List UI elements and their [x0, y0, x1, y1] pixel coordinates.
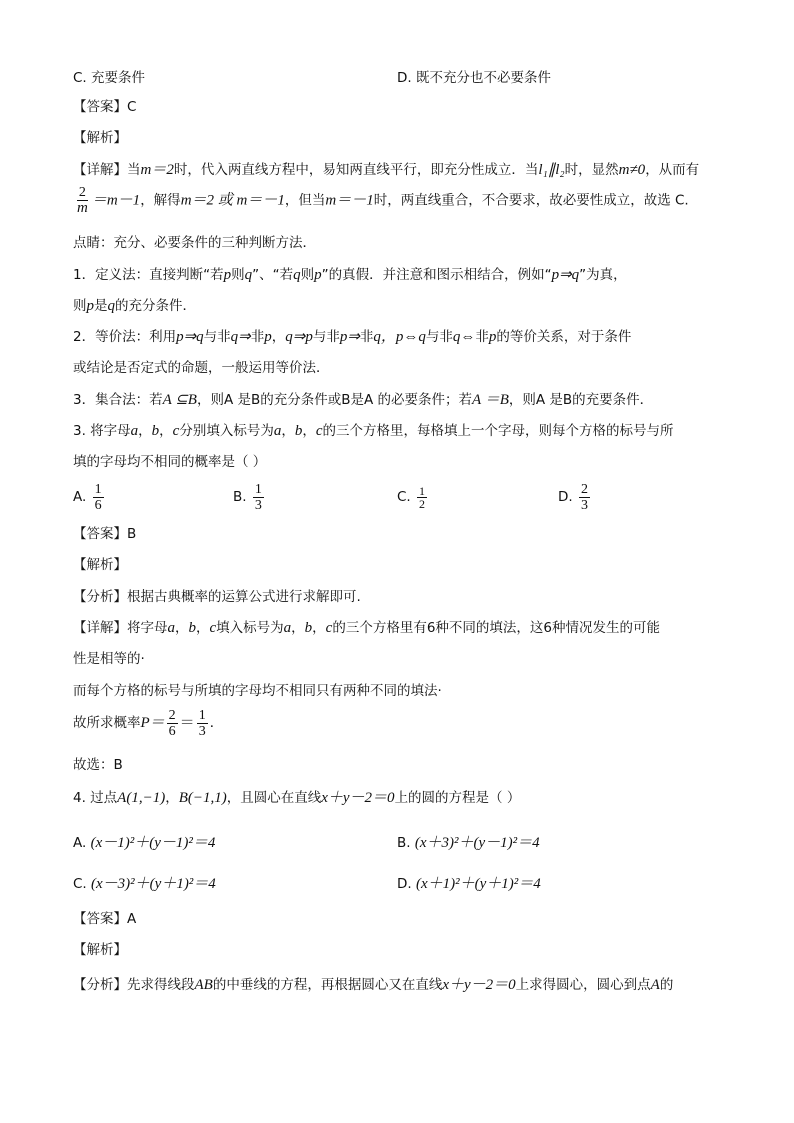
- fraction: [253, 482, 264, 513]
- frac-num: 1: [419, 483, 426, 498]
- math: b: [188, 620, 196, 636]
- q2-method2: 2．等价法：利用p⇒q与非q⇒非p，q⇒p与非p⇒非q，p⇔q与非q⇔非p的等价关系，对于条件: [73, 329, 632, 345]
- q2-option-d: D. 既不充分也不必要条件: [397, 70, 551, 86]
- text: 的: [659, 977, 674, 993]
- fraction: [75, 185, 90, 216]
- q2-option-c: C. 充要条件: [73, 70, 146, 86]
- q3-detail-2: 而每个方格的标号与所填的字母均不相同只有两种不同的填法·: [73, 683, 442, 699]
- q4-analysis-heading: 【解析】: [73, 942, 127, 958]
- option-label: D.: [397, 876, 412, 892]
- text: ，: [175, 620, 189, 636]
- math: A: [650, 977, 660, 993]
- frac-num: 1: [254, 481, 262, 497]
- math: A(1,−1): [117, 790, 166, 806]
- math: x＋y－2＝0: [442, 977, 516, 993]
- text: 的三个方格里有6种不同的填法，这6种情况发生的可能: [332, 620, 661, 636]
- text: 非: [250, 329, 265, 345]
- fraction: [93, 482, 104, 513]
- q3-option-a: [73, 480, 106, 514]
- math: A ＝B: [472, 392, 509, 408]
- text: 与非: [312, 329, 340, 345]
- text: ，: [302, 423, 316, 439]
- q3-answer: 【答案】B: [73, 526, 137, 542]
- text: ，则A 是B的充要条件．: [508, 392, 654, 408]
- text: 填入标号为: [216, 620, 284, 636]
- math: c: [325, 620, 333, 636]
- text: 4. 过点: [73, 790, 118, 806]
- option-label: A.: [73, 489, 87, 505]
- q2-answer: 【答案】C: [73, 99, 137, 115]
- math: (x＋3)²＋(y－1)²＝4: [414, 835, 540, 851]
- q2-detail-line2: [73, 185, 689, 216]
- text: 的中垂线的方程，再根据圆心又在直线: [212, 977, 443, 993]
- q3-choose: 故选：B: [73, 757, 123, 773]
- q2-detail-line1: [73, 160, 699, 180]
- math: B(−1,1): [178, 790, 227, 806]
- text: 【分析】先求得线段: [73, 977, 195, 993]
- fraction: [167, 708, 178, 739]
- q2-method1-cont: 则p是q的充分条件．: [73, 298, 196, 314]
- text: 3. 将字母: [73, 423, 131, 439]
- text: 的三个方格里，每格填上一个字母，则每个方格的标号与所: [322, 423, 674, 439]
- q4-stem: [73, 788, 520, 808]
- text: ，解得: [140, 192, 181, 209]
- frac-num: 2: [168, 707, 176, 723]
- q3-stem: [73, 421, 674, 441]
- q2-analysis-heading: 【解析】: [73, 130, 127, 146]
- math: (x－1)²＋(y－1)²＝4: [90, 835, 216, 851]
- frac-num: 2: [580, 481, 588, 497]
- math: q⇔: [452, 329, 476, 345]
- text: ，: [138, 423, 152, 439]
- text: ，: [291, 620, 305, 636]
- math: A ⊆B: [162, 392, 197, 408]
- q2-method3: [73, 390, 653, 410]
- q3-analysis-heading: 【解析】: [73, 557, 127, 573]
- q4-answer: 【答案】A: [73, 911, 137, 927]
- math: a: [130, 423, 139, 439]
- math: m＝2: [140, 162, 174, 178]
- text: 时，两直线重合，不合要求，故必要性成立，故选 C.: [373, 192, 689, 209]
- frac-den: 6: [168, 723, 176, 739]
- text: 非: [475, 329, 489, 345]
- q3-option-b: [233, 480, 266, 514]
- math: b: [294, 423, 303, 439]
- math: m＝－1: [325, 192, 374, 209]
- text: 时，代入两直线方程中，易知两直线平行，即充分性成立．当: [173, 162, 539, 178]
- math: x＋y－2＝0: [321, 790, 395, 806]
- q2-tip: 点睛：充分、必要条件的三种判断方法．: [73, 235, 316, 251]
- text: ”、“若: [252, 267, 294, 283]
- math: (x－3)²＋(y＋1)²＝4: [91, 876, 216, 892]
- text: 与非: [203, 329, 231, 345]
- text: 2．等价法：利用: [73, 329, 177, 345]
- q3-analysis: 【分析】根据古典概率的运算公式进行求解即可.: [73, 589, 361, 605]
- q4-analysis: [73, 975, 673, 995]
- text: ，且圆心在直线: [226, 790, 322, 806]
- option-label: B.: [233, 489, 247, 505]
- option-label: C.: [73, 876, 87, 892]
- frac-den: 2: [419, 496, 426, 511]
- math: p⇒q: [551, 267, 580, 283]
- text: 则: [300, 267, 315, 283]
- fraction: [417, 485, 427, 510]
- text: 【详解】当: [73, 162, 141, 178]
- math: (x＋1)²＋(y＋1)²＝4: [415, 876, 541, 892]
- math: m≠0: [618, 162, 646, 178]
- frac-den: 3: [580, 497, 588, 513]
- text: 3．集合法：若: [73, 392, 163, 408]
- math: m＝2 或 m＝－1: [180, 192, 285, 209]
- frac-den: 3: [198, 723, 206, 739]
- text: ”为真，: [579, 267, 627, 283]
- option-label: A.: [73, 835, 87, 851]
- text: 时，显然: [564, 162, 619, 178]
- text: ．: [209, 715, 224, 731]
- frac-den: m: [77, 200, 88, 216]
- text: 分别填入标号为: [179, 423, 274, 439]
- math: ＝: [179, 715, 195, 731]
- math: ＝m－1: [91, 192, 141, 209]
- text: ，则A 是B的充分条件或B是A 的必要条件；若: [196, 392, 473, 408]
- math: c: [172, 423, 180, 439]
- math: AB: [194, 977, 213, 993]
- frac-num: 2: [78, 185, 86, 200]
- q3-detail: [73, 618, 660, 638]
- q3-option-d: [558, 480, 592, 514]
- q4-option-a: [73, 831, 215, 852]
- q3-probability: [73, 705, 223, 741]
- text: 非: [359, 329, 374, 345]
- math: q⇒: [230, 329, 251, 345]
- math: q，: [373, 329, 396, 345]
- text: 是: [94, 298, 108, 314]
- text: 的等价关系，对于条件: [496, 329, 632, 345]
- math: p⇒q: [176, 329, 204, 345]
- text: ”的真假．并注意和图示相结合，例如“: [321, 267, 552, 283]
- text: ，: [159, 423, 173, 439]
- text: 上求得圆心，圆心到点: [515, 977, 651, 993]
- text: 故所求概率: [73, 715, 141, 731]
- math: P＝: [140, 715, 165, 731]
- q4-option-d: [397, 872, 541, 893]
- q4-option-c: [73, 872, 216, 893]
- frac-den: 3: [254, 497, 262, 513]
- q3-stem-cont: 填的字母均不相同的概率是（ ）: [73, 454, 267, 470]
- option-label: D.: [558, 489, 573, 505]
- q2-method2-cont: 或结论是否定式的命题，一般运用等价法．: [73, 360, 330, 376]
- frac-num: 1: [94, 481, 102, 497]
- q3-option-c: [397, 480, 429, 514]
- q2-method1: 1．定义法：直接判断“若p则q”、“若q则p”的真假．并注意和图示相结合，例如“p⇒q”为真，: [73, 267, 627, 283]
- math: a: [283, 620, 292, 636]
- frac-den: 6: [94, 497, 102, 513]
- math: b: [151, 423, 160, 439]
- frac-num: 1: [198, 707, 206, 723]
- math: b: [304, 620, 313, 636]
- text: 则: [73, 298, 87, 314]
- math: c: [209, 620, 217, 636]
- math: p⇔q: [395, 329, 426, 345]
- text: ，: [312, 620, 326, 636]
- text: ，从而有: [645, 162, 700, 178]
- math: a: [167, 620, 175, 636]
- text: 则: [231, 267, 245, 283]
- text: ，: [165, 790, 179, 806]
- text: 上的圆的方程是（ ）: [394, 790, 521, 806]
- text: 的充分条件．: [115, 298, 196, 314]
- math: c: [315, 423, 323, 439]
- q3-detail-cont: 性是相等的·: [73, 651, 145, 667]
- fraction: [197, 708, 208, 739]
- text: ，: [271, 329, 286, 345]
- math: p⇒: [339, 329, 360, 345]
- text: ，但当: [284, 192, 326, 209]
- q4-option-b: [397, 831, 540, 852]
- text: 【详解】将字母: [73, 620, 168, 636]
- option-label: C.: [397, 489, 411, 505]
- text: 1．定义法：直接判断“若: [73, 267, 224, 283]
- text: ，: [196, 620, 210, 636]
- option-label: B.: [397, 835, 411, 851]
- fraction: [579, 482, 590, 513]
- math: q⇒p: [285, 329, 313, 345]
- text: 与非: [425, 329, 453, 345]
- text: ，: [281, 423, 295, 439]
- math: a: [273, 423, 282, 439]
- math: l₁∥l₂: [538, 162, 565, 178]
